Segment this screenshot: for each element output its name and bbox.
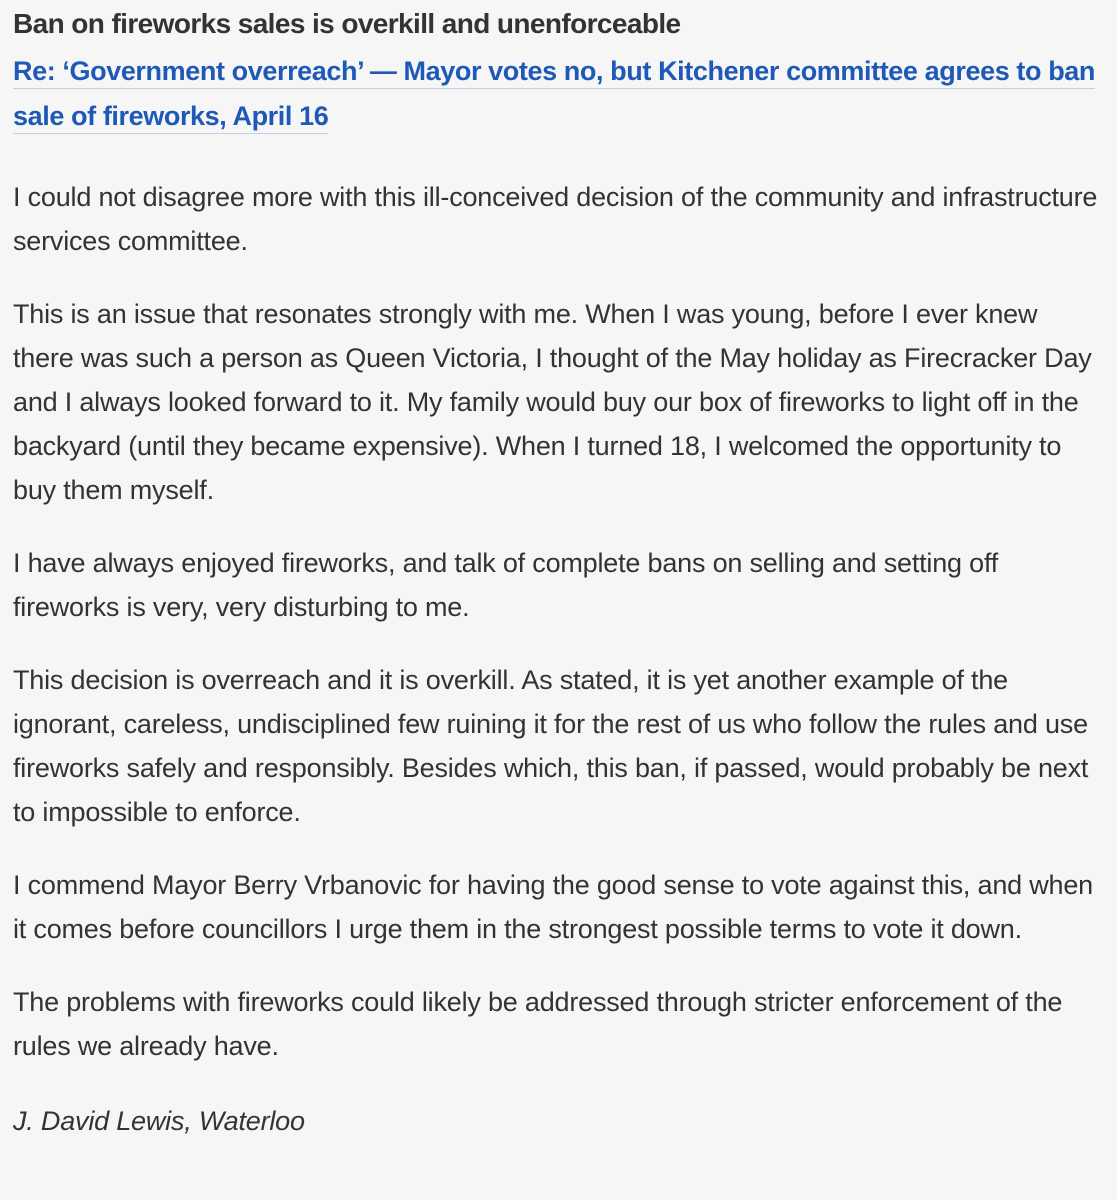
reference-article-link[interactable]: Re: ‘Government overreach’ — Mayor votes no, but Kitchener committee agrees to ban sale of fireworks, April 16 [13, 56, 1095, 134]
letter-body [13, 175, 1103, 1068]
paragraph: This decision is overreach and it is overkill. As stated, it is yet another example of the ignorant, careless, undisciplined few ruining it for the rest of us who follow the rules and use fireworks safely and responsibly. Besides which, this ban, if passed, would probably be next to impossible to enforce. [13, 665, 1089, 827]
paragraph: I have always enjoyed fireworks, and talk of complete bans on selling and setting off fireworks is very, very disturbing to me. [13, 548, 999, 622]
reference-line [13, 49, 1103, 139]
signature: J. David Lewis, Waterloo [13, 1106, 305, 1136]
paragraph: This is an issue that resonates strongly with me. When I was young, before I ever knew there was such a person as Queen Victoria, I thought of the May holiday as Firecracker Day and I always looked forward to it. My family would buy our box of fireworks to light off in the backyard (until they became expensive). When I turned 18, I welcomed the opportunity to buy them myself. [13, 299, 1092, 505]
paragraph: The problems with fireworks could likely be addressed through stricter enforcement of the rules we already have. [13, 987, 1063, 1061]
paragraph: I commend Mayor Berry Vrbanovic for having the good sense to vote against this, and when it comes before councillors I urge them in the strongest possible terms to vote it down. [13, 870, 1094, 944]
paragraph: I could not disagree more with this ill-conceived decision of the community and infrastructure services committee. [13, 182, 1098, 256]
headline: Ban on fireworks sales is overkill and unenforceable [13, 8, 681, 39]
